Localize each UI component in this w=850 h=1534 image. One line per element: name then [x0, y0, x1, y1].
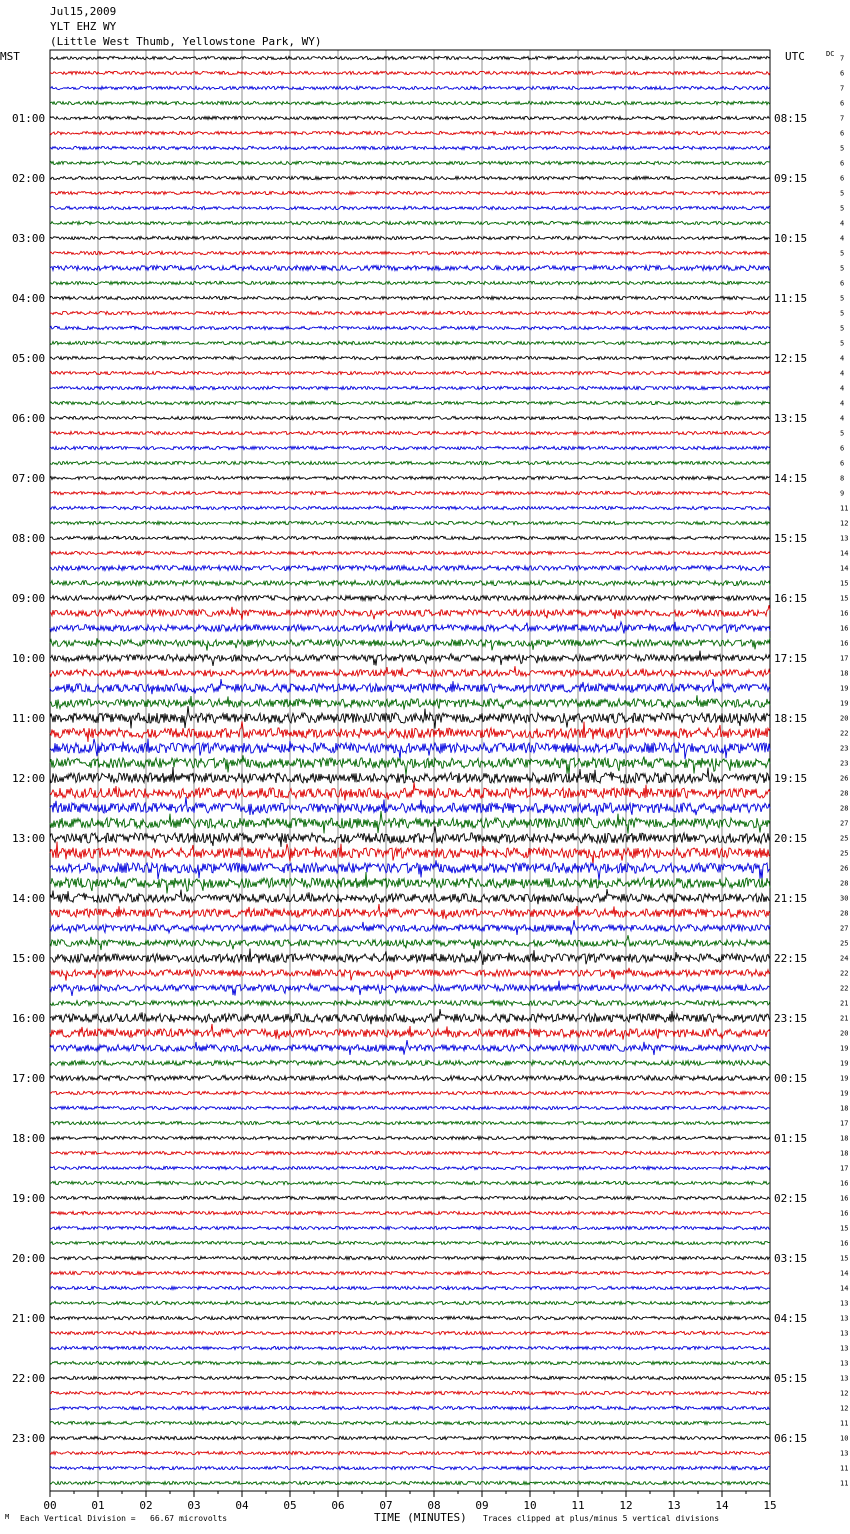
trace-line: [50, 1001, 770, 1006]
trace-line: [50, 695, 770, 709]
dc-offset-value: 6: [840, 159, 845, 168]
dc-offset-value: 11: [840, 1419, 849, 1428]
dc-offset-value: 16: [840, 1239, 849, 1248]
trace-line: [50, 842, 770, 865]
trace-line: [50, 416, 770, 419]
trace-line: [50, 551, 770, 554]
trace-line: [50, 1040, 770, 1055]
dc-offset-value: 25: [840, 834, 849, 843]
dc-offset-value: 25: [840, 939, 849, 948]
trace-line: [50, 1241, 770, 1244]
trace-line: [50, 326, 770, 329]
utc-hour-label: 02:15: [774, 1192, 808, 1205]
dc-offset-value: 4: [840, 369, 845, 378]
mst-hour-label: 04:00: [12, 292, 46, 305]
x-axis-tick-label: 00: [43, 1499, 57, 1512]
trace-line: [50, 101, 770, 104]
dc-offset-value: 16: [840, 609, 849, 618]
trace-line: [50, 281, 770, 284]
station-location: (Little West Thumb, Yellowstone Park, WY): [50, 35, 322, 48]
dc-offset-value: 22: [840, 984, 849, 993]
x-axis-tick-label: 02: [139, 1499, 153, 1512]
trace-line: [50, 311, 770, 314]
trace-line: [50, 935, 770, 950]
x-axis-tick-label: 10: [523, 1499, 537, 1512]
dc-offset-value: 16: [840, 1179, 849, 1188]
dc-offset-value: 5: [840, 204, 845, 213]
utc-hour-label: 22:15: [774, 952, 808, 965]
x-axis-tick-label: 06: [331, 1499, 345, 1512]
trace-line: [50, 266, 770, 271]
utc-hour-label: 17:15: [774, 652, 808, 665]
dc-offset-value: 19: [840, 1044, 849, 1053]
trace-line: [50, 968, 770, 981]
dc-offset-value: 12: [840, 519, 849, 528]
dc-offset-value: 5: [840, 144, 845, 153]
dc-offset-value: 20: [840, 1029, 849, 1038]
trace-line: [50, 131, 770, 134]
trace-line: [50, 581, 770, 586]
dc-offset-value: 13: [840, 1299, 849, 1308]
trace-line: [50, 1301, 770, 1304]
trace-line: [50, 1421, 770, 1424]
dc-offset-value: 5: [840, 249, 845, 258]
dc-offset-value: 28: [840, 879, 849, 888]
trace-line: [50, 1106, 770, 1109]
dc-offset-value: 5: [840, 294, 845, 303]
mst-hour-label: 02:00: [12, 172, 46, 185]
dc-offset-value: 19: [840, 1074, 849, 1083]
x-axis-tick-label: 11: [571, 1499, 585, 1512]
utc-hour-label: 15:15: [774, 532, 808, 545]
trace-line: [50, 1076, 770, 1081]
trace-line: [50, 86, 770, 89]
dc-offset-value: 6: [840, 459, 845, 468]
dc-offset-value: 17: [840, 1164, 849, 1173]
trace-line: [50, 1091, 770, 1094]
trace-line: [50, 596, 770, 601]
mst-hour-label: 18:00: [12, 1132, 46, 1145]
trace-line: [50, 341, 770, 344]
trace-line: [50, 739, 770, 760]
trace-line: [50, 679, 770, 694]
trace-line: [50, 566, 770, 571]
dc-offset-value: 7: [840, 54, 845, 63]
x-axis-tick-label: 07: [379, 1499, 393, 1512]
trace-line: [50, 860, 770, 880]
trace-line: [50, 621, 770, 634]
utc-hour-label: 14:15: [774, 472, 808, 485]
trace-line: [50, 797, 770, 816]
mst-hour-label: 05:00: [12, 352, 46, 365]
station-code: YLT EHZ WY: [50, 20, 117, 33]
utc-hour-label: 05:15: [774, 1372, 808, 1385]
utc-hour-label: 10:15: [774, 232, 808, 245]
trace-line: [50, 176, 770, 179]
trace-line: [50, 1436, 770, 1439]
trace-line: [50, 782, 770, 800]
dc-offset-value: 4: [840, 354, 845, 363]
x-axis-title: TIME (MINUTES): [374, 1511, 467, 1524]
mst-hour-label: 22:00: [12, 1372, 46, 1385]
dc-offset-value: 4: [840, 399, 845, 408]
mst-hour-label: 15:00: [12, 952, 46, 965]
trace-line: [50, 296, 770, 299]
trace-line: [50, 1151, 770, 1154]
dc-offset-value: 30: [840, 894, 849, 903]
dc-offset-value: 14: [840, 564, 849, 573]
x-axis-tick-label: 01: [91, 1499, 105, 1512]
dc-offset-value: 7: [840, 114, 845, 123]
mst-axis-label: MST: [0, 50, 20, 63]
x-axis-tick-label: 03: [187, 1499, 201, 1512]
utc-hour-label: 03:15: [774, 1252, 808, 1265]
utc-hour-label: 12:15: [774, 352, 808, 365]
trace-line: [50, 1406, 770, 1409]
dc-offset-value: 18: [840, 669, 849, 678]
dc-offset-value: 11: [840, 504, 849, 513]
dc-offset-value: 6: [840, 444, 845, 453]
trace-line: [50, 1061, 770, 1066]
dc-offset-value: 13: [840, 1344, 849, 1353]
dc-offset-value: 18: [840, 1134, 849, 1143]
dc-offset-value: 10: [840, 1434, 849, 1443]
x-axis-tick-label: 13: [667, 1499, 681, 1512]
dc-offset-value: 19: [840, 1059, 849, 1068]
trace-line: [50, 431, 770, 434]
dc-offset-value: 11: [840, 1464, 849, 1473]
trace-line: [50, 1196, 770, 1199]
dc-offset-value: 13: [840, 534, 849, 543]
utc-hour-label: 16:15: [774, 592, 808, 605]
dc-offset-label: DC: [826, 50, 835, 58]
dc-offset-value: 12: [840, 1404, 849, 1413]
mst-hour-label: 23:00: [12, 1432, 46, 1445]
utc-hour-label: 11:15: [774, 292, 808, 305]
dc-offset-value: 14: [840, 549, 849, 558]
trace-line: [50, 889, 770, 904]
dc-offset-value: 4: [840, 234, 845, 243]
trace-line: [50, 1376, 770, 1379]
trace-line: [50, 71, 770, 74]
x-axis-tick-label: 09: [475, 1499, 489, 1512]
trace-line: [50, 1211, 770, 1214]
x-axis-tick-label: 08: [427, 1499, 441, 1512]
trace-line: [50, 1391, 770, 1394]
x-axis-tick-label: 05: [283, 1499, 297, 1512]
trace-line: [50, 638, 770, 651]
trace-line: [50, 461, 770, 464]
mst-hour-label: 06:00: [12, 412, 46, 425]
trace-line: [50, 904, 770, 919]
trace-line: [50, 1181, 770, 1184]
dc-offset-value: 12: [840, 1389, 849, 1398]
dc-offset-value: 25: [840, 849, 849, 858]
trace-line: [50, 1286, 770, 1289]
dc-offset-value: 22: [840, 729, 849, 738]
dc-offset-value: 26: [840, 864, 849, 873]
utc-hour-label: 04:15: [774, 1312, 808, 1325]
dc-offset-value: 16: [840, 1194, 849, 1203]
trace-line: [50, 1136, 770, 1139]
trace-line: [50, 371, 770, 374]
dc-offset-value: 16: [840, 1209, 849, 1218]
dc-offset-value: 21: [840, 999, 849, 1008]
utc-hour-label: 00:15: [774, 1072, 808, 1085]
utc-hour-label: 23:15: [774, 1012, 808, 1025]
trace-line: [50, 56, 770, 59]
dc-offset-value: 28: [840, 789, 849, 798]
utc-hour-label: 13:15: [774, 412, 808, 425]
trace-line: [50, 949, 770, 965]
dc-offset-value: 19: [840, 699, 849, 708]
trace-line: [50, 1331, 770, 1334]
dc-offset-value: 28: [840, 909, 849, 918]
dc-offset-value: 26: [840, 774, 849, 783]
trace-line: [50, 146, 770, 149]
trace-line: [50, 191, 770, 194]
trace-line: [50, 721, 770, 742]
footer-mark: M: [5, 1513, 10, 1521]
dc-offset-value: 5: [840, 429, 845, 438]
trace-line: [50, 1316, 770, 1319]
mst-hour-label: 09:00: [12, 592, 46, 605]
dc-offset-value: 13: [840, 1359, 849, 1368]
dc-offset-value: 6: [840, 69, 845, 78]
x-axis-tick-label: 04: [235, 1499, 249, 1512]
mst-hour-label: 20:00: [12, 1252, 46, 1265]
dc-offset-value: 4: [840, 384, 845, 393]
mst-hour-label: 17:00: [12, 1072, 46, 1085]
trace-line: [50, 1481, 770, 1484]
dc-offset-value: 15: [840, 1254, 849, 1263]
trace-line: [50, 1466, 770, 1469]
mst-hour-label: 01:00: [12, 112, 46, 125]
mst-hour-label: 10:00: [12, 652, 46, 665]
dc-offset-value: 5: [840, 309, 845, 318]
dc-offset-value: 15: [840, 1224, 849, 1233]
trace-line: [50, 1024, 770, 1040]
dc-offset-value: 6: [840, 129, 845, 138]
utc-hour-label: 19:15: [774, 772, 808, 785]
trace-line: [50, 536, 770, 539]
dc-offset-value: 4: [840, 219, 845, 228]
dc-offset-value: 9: [840, 489, 845, 498]
dc-offset-value: 15: [840, 594, 849, 603]
mst-hour-label: 08:00: [12, 532, 46, 545]
utc-hour-label: 08:15: [774, 112, 808, 125]
dc-offset-value: 5: [840, 324, 845, 333]
mst-hour-label: 13:00: [12, 832, 46, 845]
trace-line: [50, 506, 770, 509]
scale-note: Each Vertical Division = 66.67 microvolts: [20, 1514, 228, 1523]
dc-offset-value: 8: [840, 474, 845, 483]
trace-line: [50, 767, 770, 783]
dc-offset-value: 18: [840, 1149, 849, 1158]
trace-line: [50, 1346, 770, 1349]
chart-date: Jul15,2009: [50, 5, 117, 18]
utc-hour-label: 09:15: [774, 172, 808, 185]
dc-offset-value: 13: [840, 1449, 849, 1458]
trace-line: [50, 826, 770, 847]
dc-offset-value: 11: [840, 1479, 849, 1488]
dc-offset-value: 16: [840, 624, 849, 633]
dc-offset-value: 14: [840, 1284, 849, 1293]
dc-offset-value: 27: [840, 924, 849, 933]
dc-offset-value: 5: [840, 264, 845, 273]
dc-offset-value: 19: [840, 1089, 849, 1098]
dc-offset-value: 23: [840, 744, 849, 753]
dc-offset-value: 24: [840, 954, 849, 963]
trace-line: [50, 811, 770, 834]
trace-line: [50, 1256, 770, 1259]
trace-line: [50, 1166, 770, 1169]
dc-offset-value: 5: [840, 339, 845, 348]
mst-hour-label: 11:00: [12, 712, 46, 725]
mst-hour-label: 21:00: [12, 1312, 46, 1325]
trace-line: [50, 1451, 770, 1454]
trace-line: [50, 521, 770, 524]
dc-offset-value: 6: [840, 99, 845, 108]
trace-line: [50, 1271, 770, 1274]
dc-offset-value: 16: [840, 639, 849, 648]
trace-line: [50, 666, 770, 676]
trace-line: [50, 386, 770, 389]
trace-line: [50, 236, 770, 239]
dc-offset-value: 20: [840, 714, 849, 723]
utc-hour-label: 01:15: [774, 1132, 808, 1145]
trace-line: [50, 706, 770, 729]
dc-offset-value: 13: [840, 1374, 849, 1383]
trace-line: [50, 491, 770, 494]
trace-line: [50, 356, 770, 359]
trace-line: [50, 401, 770, 404]
x-axis-tick-label: 15: [763, 1499, 777, 1512]
trace-line: [50, 1121, 770, 1124]
trace-line: [50, 251, 770, 254]
dc-offset-value: 22: [840, 969, 849, 978]
dc-offset-value: 6: [840, 174, 845, 183]
mst-hour-label: 07:00: [12, 472, 46, 485]
trace-line: [50, 221, 770, 224]
trace-line: [50, 476, 770, 479]
dc-offset-value: 6: [840, 279, 845, 288]
clip-note: Traces clipped at plus/minus 5 vertical divisions: [483, 1514, 720, 1523]
trace-line: [50, 1009, 770, 1024]
dc-offset-value: 13: [840, 1329, 849, 1338]
dc-offset-value: 27: [840, 819, 849, 828]
mst-hour-label: 19:00: [12, 1192, 46, 1205]
trace-line: [50, 755, 770, 775]
dc-offset-value: 19: [840, 684, 849, 693]
dc-offset-value: 28: [840, 804, 849, 813]
utc-hour-label: 20:15: [774, 832, 808, 845]
dc-offset-value: 21: [840, 1014, 849, 1023]
dc-offset-value: 14: [840, 1269, 849, 1278]
mst-hour-label: 14:00: [12, 892, 46, 905]
trace-line: [50, 116, 770, 119]
x-axis-tick-label: 12: [619, 1499, 633, 1512]
trace-line: [50, 161, 770, 164]
dc-offset-value: 18: [840, 1104, 849, 1113]
mst-hour-label: 03:00: [12, 232, 46, 245]
trace-line: [50, 206, 770, 209]
utc-hour-label: 06:15: [774, 1432, 808, 1445]
dc-offset-value: 17: [840, 1119, 849, 1128]
trace-line: [50, 605, 770, 620]
utc-hour-label: 21:15: [774, 892, 808, 905]
trace-line: [50, 981, 770, 996]
dc-offset-value: 7: [840, 84, 845, 93]
trace-line: [50, 1361, 770, 1364]
dc-offset-value: 5: [840, 189, 845, 198]
trace-line: [50, 651, 770, 666]
mst-hour-label: 16:00: [12, 1012, 46, 1025]
trace-line: [50, 446, 770, 449]
dc-offset-value: 17: [840, 654, 849, 663]
utc-hour-label: 18:15: [774, 712, 808, 725]
mst-hour-label: 12:00: [12, 772, 46, 785]
dc-offset-value: 15: [840, 579, 849, 588]
trace-line: [50, 920, 770, 935]
x-axis-tick-label: 14: [715, 1499, 729, 1512]
utc-axis-label: UTC: [785, 50, 805, 63]
dc-offset-value: 13: [840, 1314, 849, 1323]
trace-line: [50, 1226, 770, 1229]
dc-offset-value: 23: [840, 759, 849, 768]
dc-offset-value: 4: [840, 414, 845, 423]
